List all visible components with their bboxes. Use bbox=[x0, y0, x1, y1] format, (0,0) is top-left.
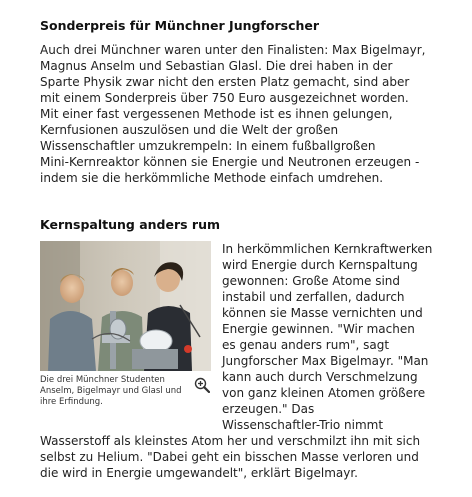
paragraph-line: Mini-Kernreaktor können sie Energie und Neutronen erzeugen - bbox=[40, 155, 420, 169]
paragraph-line: indem sie die herkömmliche Methode einfach umdrehen. bbox=[40, 171, 384, 185]
figure-caption: Die drei Münchner Studenten Anselm, Bigelmayr und Glasl und ihre Erfindung. bbox=[40, 375, 182, 407]
paragraph-line: es genau anders rum", sagt bbox=[222, 338, 390, 352]
article-figure bbox=[40, 241, 211, 408]
students-photo[interactable] bbox=[40, 241, 211, 371]
paragraph-line: Magnus Anselm und Sebastian Glasl. Die drei haben in der bbox=[40, 59, 393, 73]
paragraph-line: Wissenschaftler-Trio nimmt bbox=[222, 418, 384, 432]
paragraph-line: In herkömmlichen Kernkraftwerken bbox=[222, 242, 433, 256]
paragraph-line: selbst zu Helium. "Dabei geht ein bisschen Masse verloren und bbox=[40, 450, 419, 464]
section-heading-kernspaltung: Kernspaltung anders rum bbox=[40, 217, 220, 232]
paragraph-line: können sie Masse vernichten und bbox=[222, 306, 423, 320]
paragraph-line: die wird in Energie umgewandelt", erklärt Bigelmayr. bbox=[40, 466, 358, 480]
paragraph-line: gewonnen: Große Atome sind bbox=[222, 274, 401, 288]
paragraph-line: Sparte Physik zwar nicht den ersten Platz gemacht, sind aber bbox=[40, 75, 410, 89]
section-heading-sonderpreis: Sonderpreis für Münchner Jungforscher bbox=[40, 18, 320, 33]
paragraph-line: kann auch durch Verschmelzung bbox=[222, 370, 418, 384]
paragraph-line: von ganz kleinen Atomen größere bbox=[222, 386, 426, 400]
paragraph-line: Wissenschaftler umzukrempeln: In einem fußballgroßen bbox=[40, 139, 376, 153]
paragraph-line: Wasserstoff als kleinstes Atom her und verschmilzt ihn mit sich bbox=[40, 434, 421, 448]
paragraph-line: Mit einer fast vergessenen Methode ist es ihnen gelungen, bbox=[40, 107, 393, 121]
paragraph-line: wird Energie durch Kernspaltung bbox=[222, 258, 418, 272]
paragraph-line: Auch drei Münchner waren unter den Finalisten: Max Bigelmayr, bbox=[40, 43, 426, 57]
paragraph-line: Kernfusionen auszulösen und die Welt der großen bbox=[40, 123, 339, 137]
section-body-kernspaltung-flow bbox=[222, 241, 462, 433]
paragraph-line: erzeugen." Das bbox=[222, 402, 315, 416]
paragraph-line: instabil und zerfallen, dadurch bbox=[222, 290, 405, 304]
paragraph-line: Jungforscher Max Bigelmayr. "Man bbox=[222, 354, 429, 368]
paragraph-line: mit einem Sonderpreis über 750 Euro ausgezeichnet worden. bbox=[40, 91, 409, 105]
magnifier-plus-icon[interactable] bbox=[194, 377, 210, 393]
paragraph-line: Energie gewinnen. "Wir machen bbox=[222, 322, 415, 336]
section-body-kernspaltung-tail bbox=[40, 433, 460, 481]
figure-caption-row bbox=[40, 375, 211, 408]
section-body-sonderpreis bbox=[40, 42, 460, 186]
